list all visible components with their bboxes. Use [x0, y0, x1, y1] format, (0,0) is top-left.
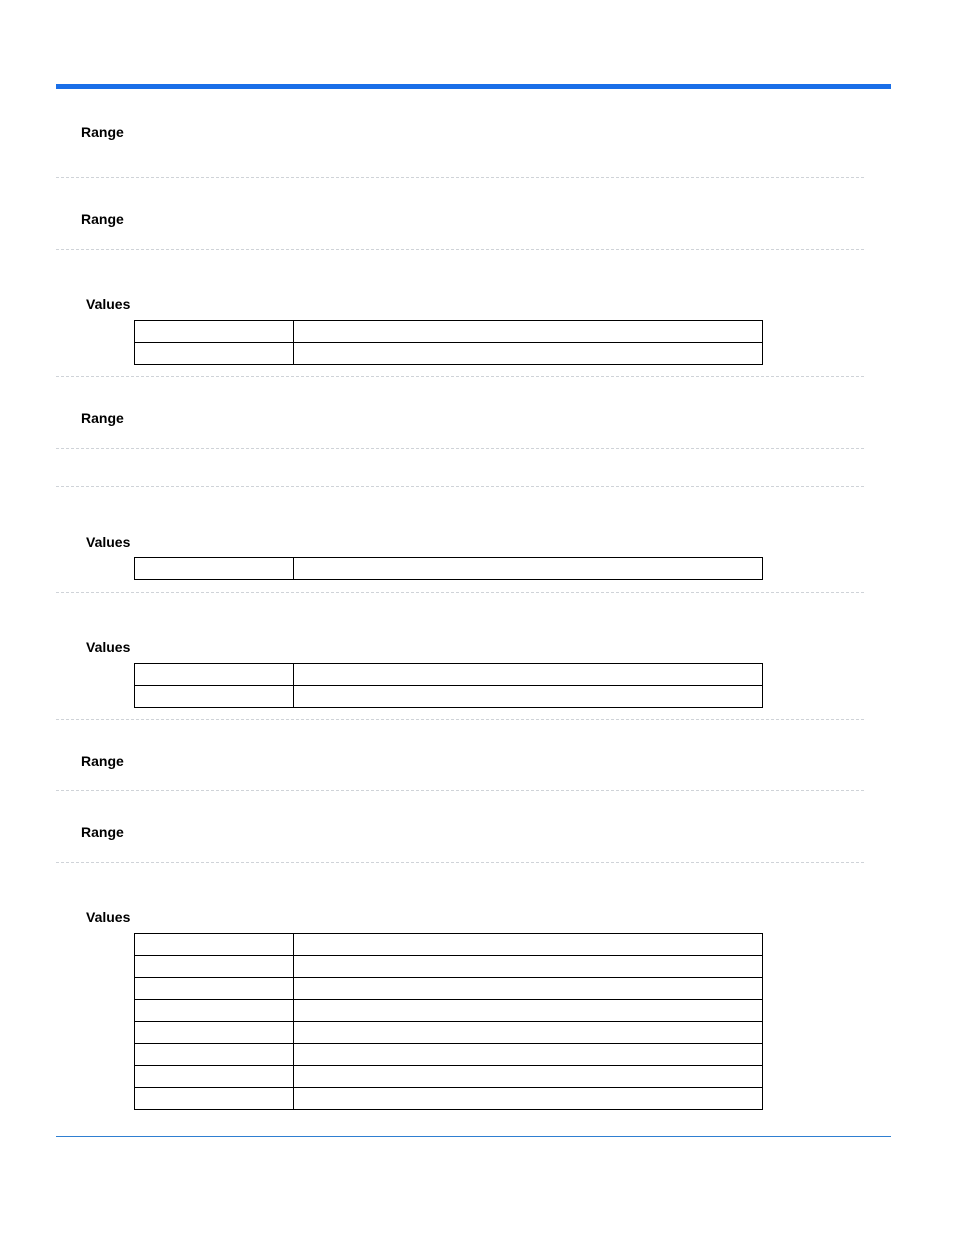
value-cell — [135, 558, 294, 580]
values-label: Values — [86, 909, 131, 925]
value-cell — [135, 686, 294, 708]
values-label: Values — [86, 534, 131, 550]
description-cell — [294, 321, 763, 343]
section-separator — [56, 592, 864, 593]
value-cell — [135, 978, 294, 1000]
values-table-2 — [134, 557, 763, 580]
table-row — [135, 558, 763, 580]
description-cell — [294, 343, 763, 365]
range-label: Range — [81, 410, 124, 426]
description-cell — [294, 1000, 763, 1022]
description-cell — [294, 558, 763, 580]
description-cell — [294, 978, 763, 1000]
table-row — [135, 934, 763, 956]
table-row — [135, 321, 763, 343]
section-separator — [56, 790, 864, 791]
description-cell — [294, 934, 763, 956]
header-bar — [56, 84, 891, 89]
values-table-3 — [134, 663, 763, 708]
table-row — [135, 956, 763, 978]
values-label: Values — [86, 296, 131, 312]
values-label: Values — [86, 639, 131, 655]
description-cell — [294, 686, 763, 708]
table-row — [135, 1000, 763, 1022]
range-label: Range — [81, 753, 124, 769]
table-row — [135, 1044, 763, 1066]
table-row — [135, 1066, 763, 1088]
table-row — [135, 978, 763, 1000]
section-separator — [56, 249, 864, 250]
section-separator — [56, 719, 864, 720]
section-separator — [56, 177, 864, 178]
range-label: Range — [81, 124, 124, 140]
values-table-1 — [134, 320, 763, 365]
table-row — [135, 343, 763, 365]
values-table-4 — [134, 933, 763, 1110]
value-cell — [135, 321, 294, 343]
value-cell — [135, 1066, 294, 1088]
table-row — [135, 1022, 763, 1044]
description-cell — [294, 1066, 763, 1088]
section-separator — [56, 376, 864, 377]
range-label: Range — [81, 211, 124, 227]
table-row — [135, 686, 763, 708]
table-row — [135, 664, 763, 686]
section-separator — [56, 448, 864, 449]
description-cell — [294, 664, 763, 686]
section-separator — [56, 862, 864, 863]
value-cell — [135, 1022, 294, 1044]
value-cell — [135, 1000, 294, 1022]
description-cell — [294, 1088, 763, 1110]
value-cell — [135, 664, 294, 686]
description-cell — [294, 956, 763, 978]
description-cell — [294, 1044, 763, 1066]
section-separator — [56, 486, 864, 487]
value-cell — [135, 934, 294, 956]
value-cell — [135, 1044, 294, 1066]
description-cell — [294, 1022, 763, 1044]
table-row — [135, 1088, 763, 1110]
footer-rule — [56, 1136, 891, 1137]
value-cell — [135, 1088, 294, 1110]
range-label: Range — [81, 824, 124, 840]
value-cell — [135, 343, 294, 365]
value-cell — [135, 956, 294, 978]
